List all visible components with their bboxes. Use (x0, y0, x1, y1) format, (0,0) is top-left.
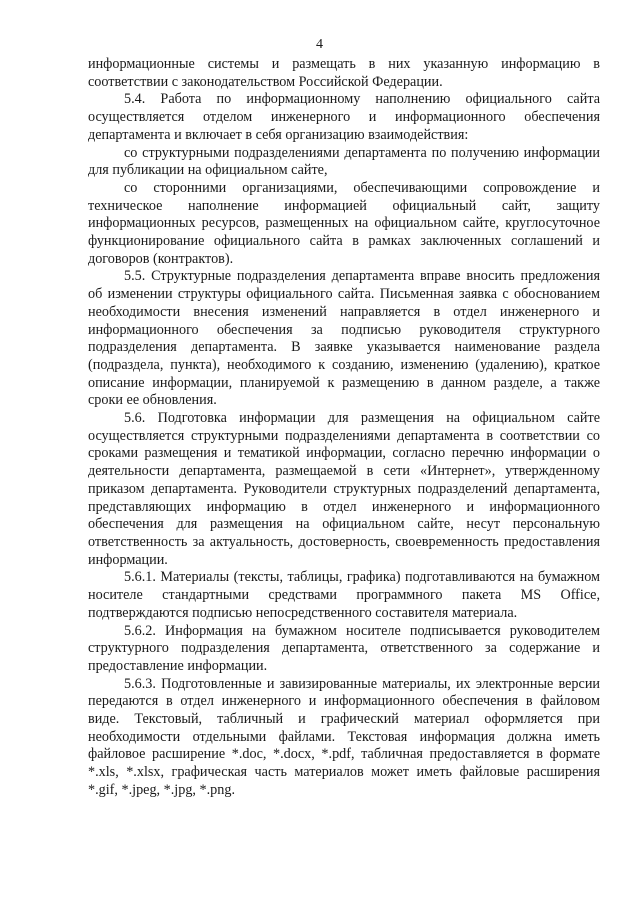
paragraph-continuation: информационные системы и размещать в них указанную информацию в соответствии с законодательством Российской Федерации. (88, 56, 600, 90)
page-number: 4 (316, 37, 323, 52)
paragraph-5-4: 5.4. Работа по информационному наполнению официального сайта осуществляется отделом инженерного и информационного обеспечения департамента и включает в себя организацию взаимодействия: (88, 91, 600, 143)
document-body (88, 56, 600, 800)
paragraph-5-4-item-2: со сторонними организациями, обеспечивающими сопровождение и техническое наполнение информацией официальный сайт, защиту информационных ресурсов, размещенных на официальном сайте, круглосуточное функционирование официального сайта в рамках заключенных соглашений и договоров (контрактов). (88, 179, 600, 267)
paragraph-5-5: 5.5. Структурные подразделения департамента вправе вносить предложения об изменении структуры официального сайта. Письменная заявка с обоснованием необходимости внесения изменений направляется в отдел инженерного и информационного обеспечения за подписью руководителя структурного подразделения департамента. В заявке указывается наименование раздела (подраздела, пункта), необходимого к созданию, изменению (удалению), краткое описание информации, планируемой к размещению в данном разделе, а также сроки ее обновления. (88, 268, 600, 409)
paragraph-5-6-1: 5.6.1. Материалы (тексты, таблицы, графика) подготавливаются на бумажном носителе стандартными средствами программного пакета MS Office, подтверждаются подписью непосредственного составителя материала. (88, 569, 600, 621)
paragraph-5-4-item-1: со структурными подразделениями департамента по получению информации для публикации на официальном сайте, (88, 144, 600, 179)
paragraph-5-6: 5.6. Подготовка информации для размещения на официальном сайте осуществляется структурными подразделениями департамента в соответствии со сроками размещения и тематикой информации, согласно перечню информации о деятельности департамента, размещаемой в сети «Интернет», утвержденному приказом департамента. Руководители структурных подразделений департамента, представляющих информацию в отдел инженерного и информационного обеспечения для размещения на официальном сайте, несут персональную ответственность за актуальность, достоверность, своевременность предоставления информации. (88, 410, 600, 568)
paragraph-5-6-3: 5.6.3. Подготовленные и завизированные материалы, их электронные версии передаются в отдел инженерного и информационного обеспечения в файловом виде. Текстовый, табличный и графический материал оформляется при необходимости отдельными файлами. Текстовая информация должна иметь файловое расширение *.doc, *.docx, *.pdf, табличная предоставляется в формате *.xls, *.xlsx, графическая часть материалов может иметь файловые расширения *.gif, *.jpeg, *.jpg, *.png. (88, 675, 600, 798)
paragraph-5-6-2: 5.6.2. Информация на бумажном носителе подписывается руководителем структурного подразделения департамента, ответственного за содержание и предоставление информации. (88, 622, 600, 674)
